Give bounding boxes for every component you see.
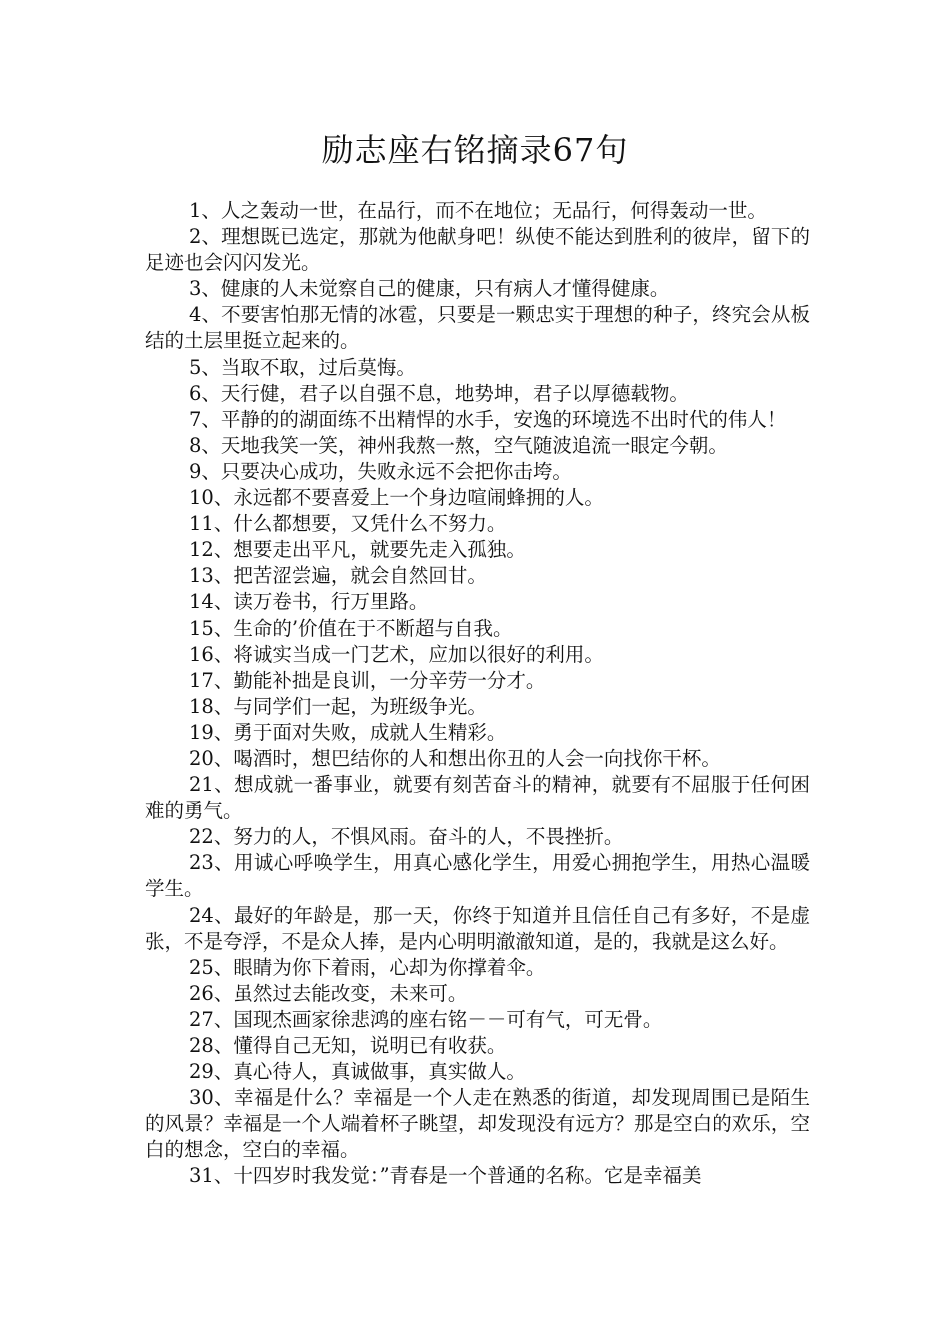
- paragraph: 22、努力的人，不惧风雨。奋斗的人，不畏挫折。: [189, 825, 624, 849]
- paragraph: 15、生命的’价值在于不断超与自我。: [189, 616, 513, 640]
- paragraph: 2、理想既已选定，那就为他献身吧！纵使不能达到胜利的彼岸，留下的足迹也会闪闪发光。: [145, 225, 810, 275]
- paragraph: 5、当取不取，过后莫悔。: [189, 355, 416, 379]
- paragraph: 11、什么都想要，又凭什么不努力。: [189, 512, 507, 536]
- paragraph: 28、懂得自己无知，说明已有收获。: [189, 1034, 507, 1057]
- paragraph: 31、十四岁时我发觉：”青春是一个普通的名称。它是幸福美: [189, 1164, 702, 1188]
- paragraph: 17、勤能补拙是良训，一分辛劳一分才。: [189, 668, 546, 692]
- paragraph: 9、只要决心成功，失败永远不会把你击垮。: [189, 459, 572, 483]
- paragraph: 19、勇于面对失败，成就人生精彩。: [189, 720, 507, 744]
- paragraph: 13、把苦涩尝遍，就会自然回甘。: [189, 564, 487, 588]
- paragraph: 7、平静的的湖面练不出精悍的水手，安逸的环境选不出时代的伟人！: [189, 407, 787, 431]
- paragraph: 26、虽然过去能改变，未来可。: [189, 981, 468, 1005]
- paragraph: 1、人之轰动一世，在品行，而不在地位；无品行，何得轰动一世。: [189, 199, 767, 222]
- document-body: [145, 198, 810, 1190]
- paragraph: 16、将诚实当成一门艺术，应加以很好的利用。: [189, 642, 604, 666]
- paragraph: 20、喝酒时，想巴结你的人和想出你丑的人会一向找你干杯。: [189, 746, 721, 770]
- paragraph: 4、不要害怕那无情的冰雹，只要是一颗忠实于理想的种子，终究会从板结的土层里挺立起来的。: [145, 303, 810, 353]
- paragraph: 14、读万卷书，行万里路。: [189, 590, 429, 614]
- paragraph: 29、真心待人，真诚做事，真实做人。: [189, 1060, 526, 1084]
- paragraph: 30、幸福是什么？幸福是一个人走在熟悉的街道，却发现周围已是陌生的风景？幸福是一个人端着杯子眺望，却发现没有远方？那是空白的欢乐，空白的想念，空白的幸福。: [145, 1086, 810, 1162]
- paragraph: 6、天行健，君子以自强不息，地势坤，君子以厚德载物。: [189, 381, 689, 405]
- paragraph: 23、用诚心呼唤学生，用真心感化学生，用爱心拥抱学生，用热心温暖学生。: [145, 851, 810, 901]
- document-title: 励志座右铭摘录67句: [321, 131, 629, 169]
- paragraph: 10、永远都不要喜爱上一个身边喧闹蜂拥的人。: [189, 486, 604, 510]
- paragraph: 8、天地我笑一笑，神州我熬一熬，空气随波追流一眼定今朝。: [189, 433, 728, 457]
- paragraph: 25、眼睛为你下着雨，心却为你撑着伞。: [189, 955, 546, 979]
- paragraph: 18、与同学们一起，为班级争光。: [189, 694, 487, 718]
- paragraph: 3、健康的人未觉察自己的健康，只有病人才懂得健康。: [189, 277, 670, 301]
- paragraph: 27、国现杰画家徐悲鸿的座右铭－－可有气，可无骨。: [189, 1007, 663, 1031]
- paragraph: 21、想成就一番事业，就要有刻苦奋斗的精神，就要有不屈服于任何困难的勇气。: [145, 773, 810, 823]
- paragraph: 12、想要走出平凡，就要先走入孤独。: [189, 538, 526, 562]
- paragraph: 24、最好的年龄是，那一天，你终于知道并且信任自己有多好，不是虚张，不是夸浮，不是众人捧，是内心明明澈澈知道，是的，我就是这么好。: [145, 903, 810, 953]
